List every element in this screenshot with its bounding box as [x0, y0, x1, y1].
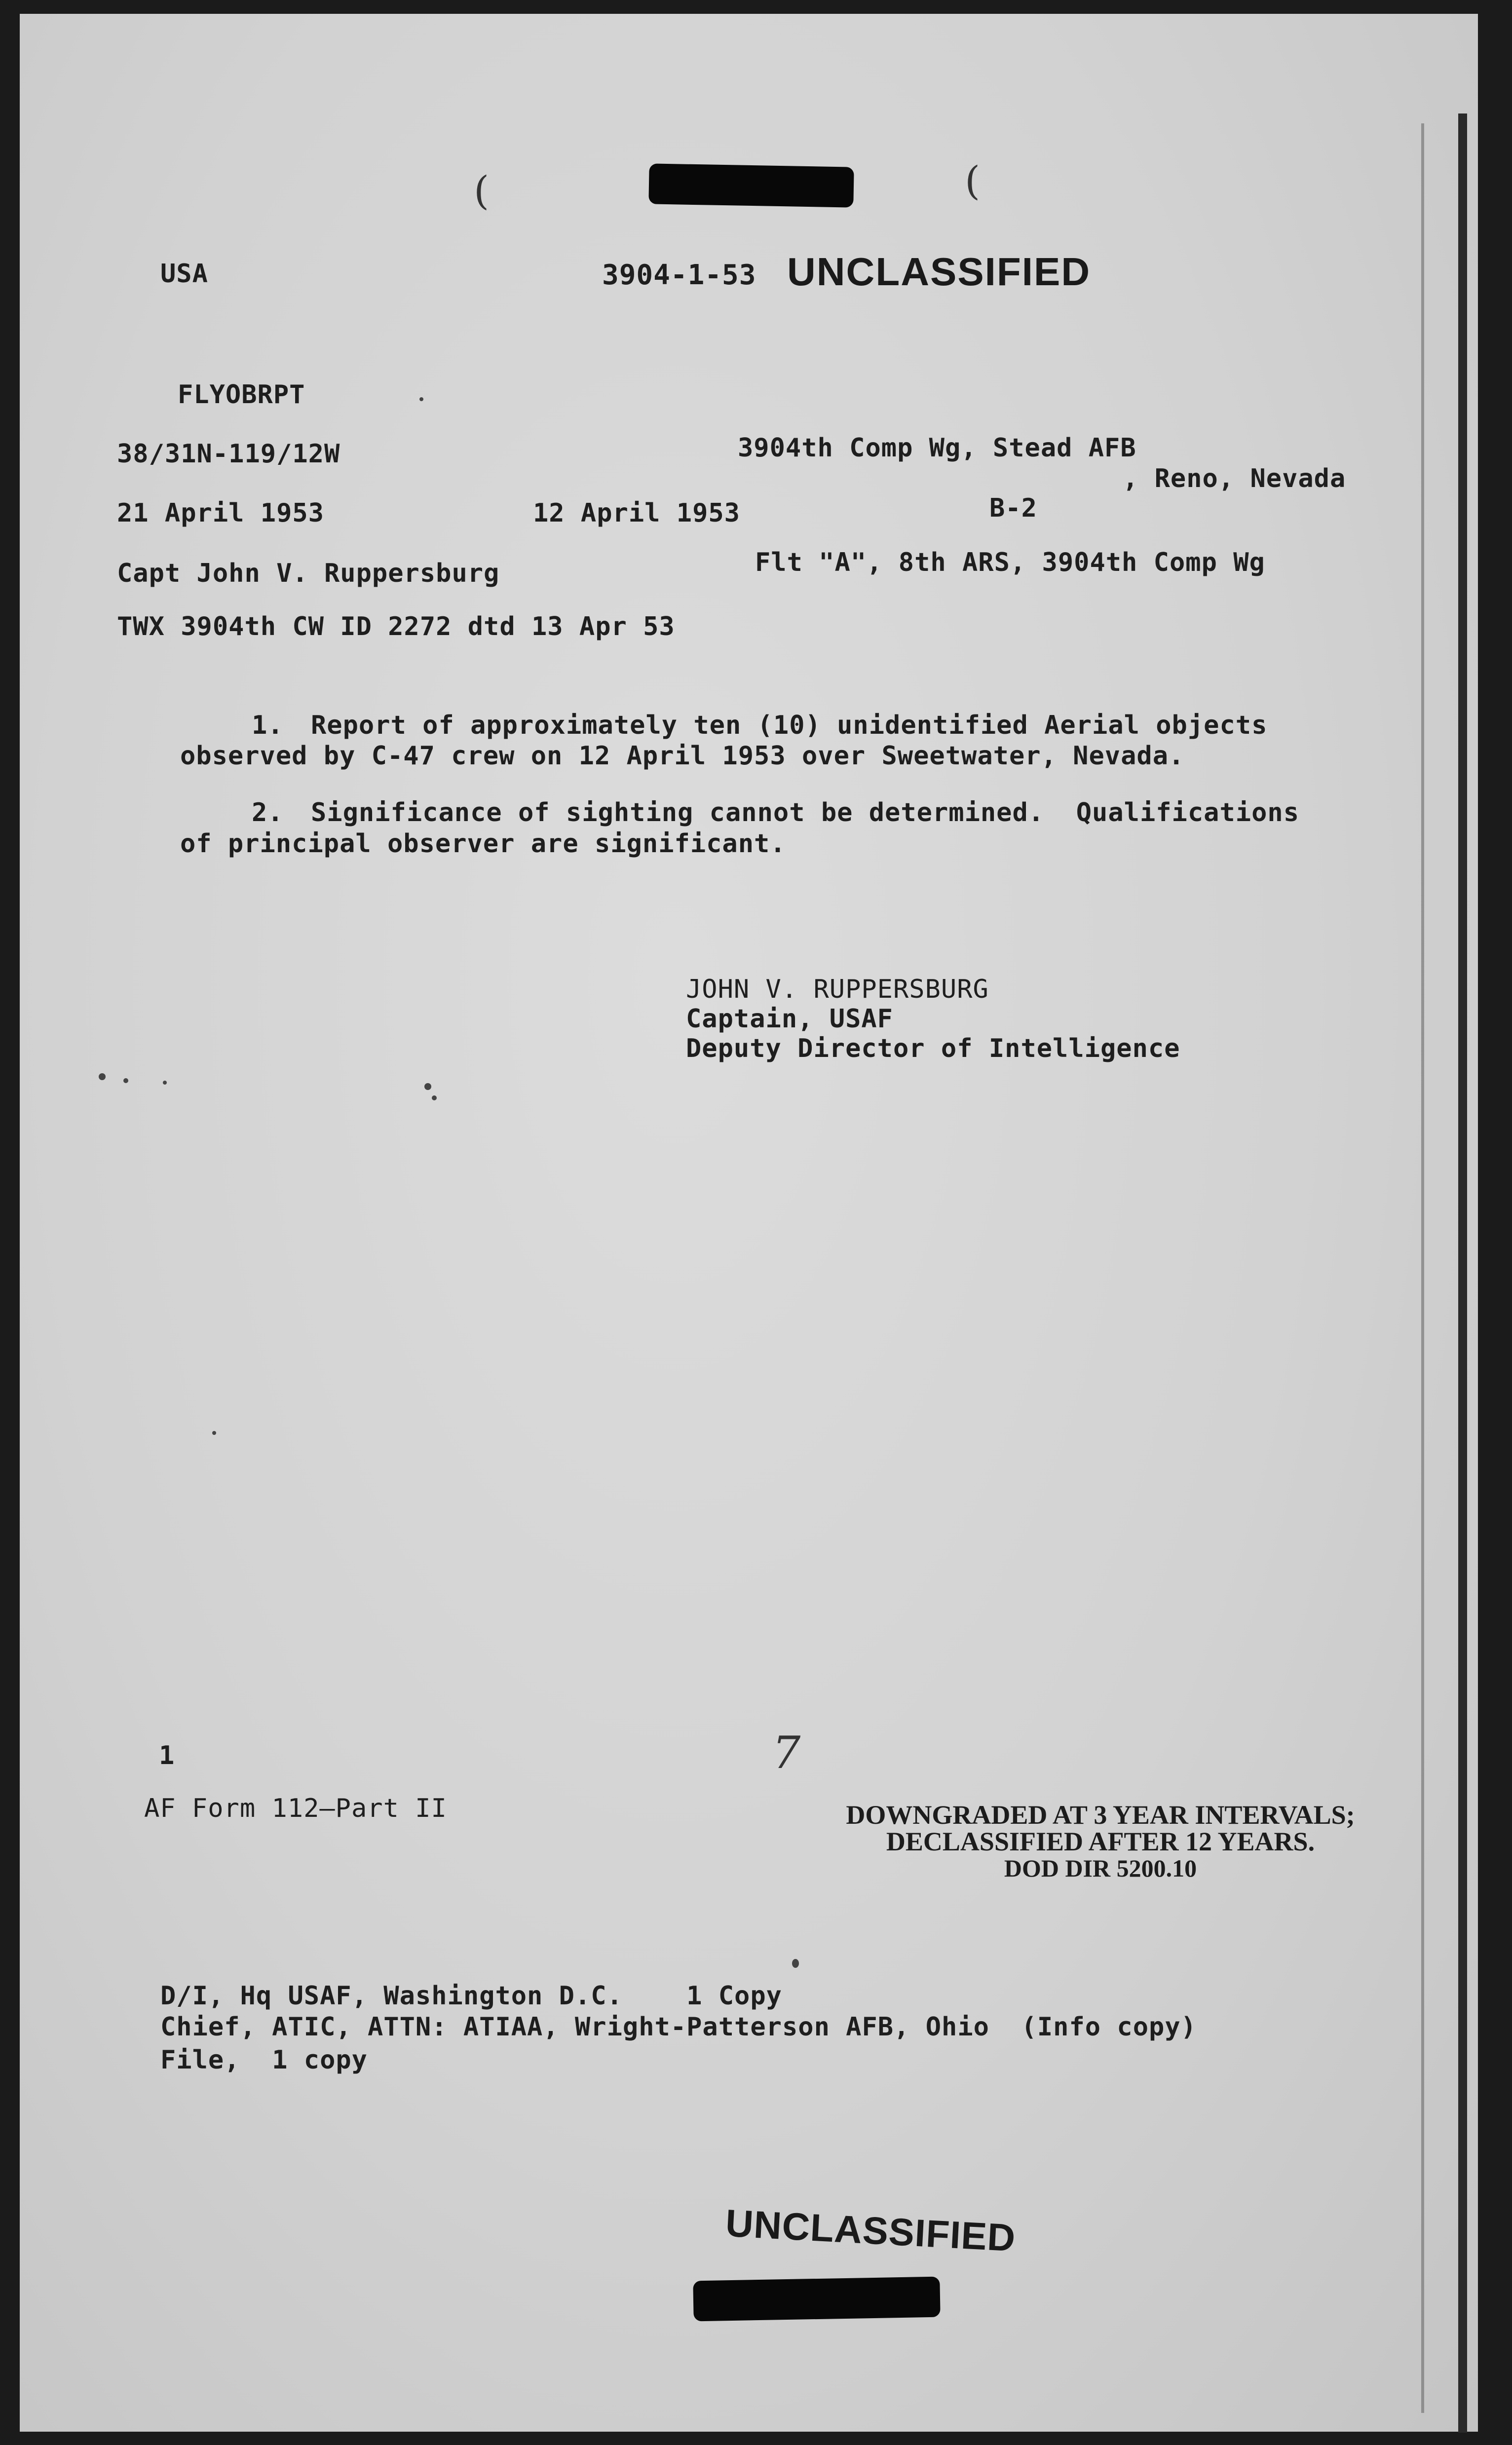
top-redaction-bar [648, 163, 854, 207]
speck [123, 1078, 128, 1083]
coordinates: 38/31N-119/12W [117, 439, 340, 469]
page-number: 1 [159, 1741, 175, 1770]
paragraph-2-line-2: of principal observer are significant. [180, 829, 786, 859]
distribution-line-3: File, 1 copy [160, 2045, 368, 2075]
signature-rank: Captain, USAF [686, 1004, 893, 1034]
signature-name: JOHN V. RUPPERSBURG [686, 975, 989, 1004]
speck [432, 1095, 437, 1100]
paragraph-2-number: 2. [252, 798, 284, 828]
downgrade-line-3: DOD DIR 5200.10 [1004, 1854, 1197, 1882]
bottom-redaction-bar [693, 2277, 940, 2322]
report-type: FLYOBRPT [178, 380, 305, 410]
paragraph-1-line-1: Report of approximately ten (10) unidentified Aerial objects [311, 711, 1268, 740]
speck [792, 1959, 799, 1968]
paragraph-1-number: 1. [252, 711, 284, 740]
paragraph-1-line-2: observed by C-47 crew on 12 April 1953 over Sweetwater, Nevada. [180, 741, 1185, 771]
right-bracket-mark: ( [965, 158, 981, 204]
report-date: 21 April 1953 [117, 498, 324, 528]
preparer-name: Capt John V. Ruppersburg [117, 559, 500, 588]
distribution-line-1: D/I, Hq USAF, Washington D.C. 1 Copy [160, 1981, 782, 2011]
distribution-line-2: Chief, ATIC, ATTN: ATIAA, Wright-Patterson AFB, Ohio (Info copy) [160, 2012, 1197, 2042]
margin-line [1421, 123, 1424, 2413]
speck [419, 397, 423, 401]
signature-title: Deputy Director of Intelligence [686, 1034, 1180, 1063]
speck [424, 1083, 431, 1090]
form-label: AF Form 112—Part II [144, 1794, 447, 1823]
left-bracket-mark: ( [474, 168, 490, 214]
sheet-edge-shadow [1458, 113, 1467, 2433]
unit-line-2: , Reno, Nevada [1123, 464, 1346, 493]
unit-line-1: 3904th Comp Wg, Stead AFB [738, 433, 1136, 463]
report-number: 3904-1-53 [602, 259, 756, 291]
speck [163, 1081, 167, 1085]
sighting-date: 12 April 1953 [533, 498, 740, 528]
speck [99, 1073, 106, 1080]
downgrade-line-1: DOWNGRADED AT 3 YEAR INTERVALS; [846, 1800, 1355, 1830]
preparer-unit: Flt "A", 8th ARS, 3904th Comp Wg [755, 548, 1265, 577]
footer-classification-stamp: UNCLASSIFIED [724, 2201, 1017, 2260]
reference-message: TWX 3904th CW ID 2272 dtd 13 Apr 53 [117, 612, 675, 641]
evaluation-code: B-2 [989, 493, 1037, 523]
paragraph-2-line-1: Significance of sighting cannot be determined. Qualifications [311, 798, 1300, 828]
origin-label: USA [160, 259, 208, 289]
downgrade-line-2: DECLASSIFIED AFTER 12 YEARS. [886, 1827, 1315, 1856]
handwritten-number: 7 [772, 1727, 801, 1779]
speck [212, 1431, 216, 1435]
classification-stamp: UNCLASSIFIED [787, 250, 1091, 294]
